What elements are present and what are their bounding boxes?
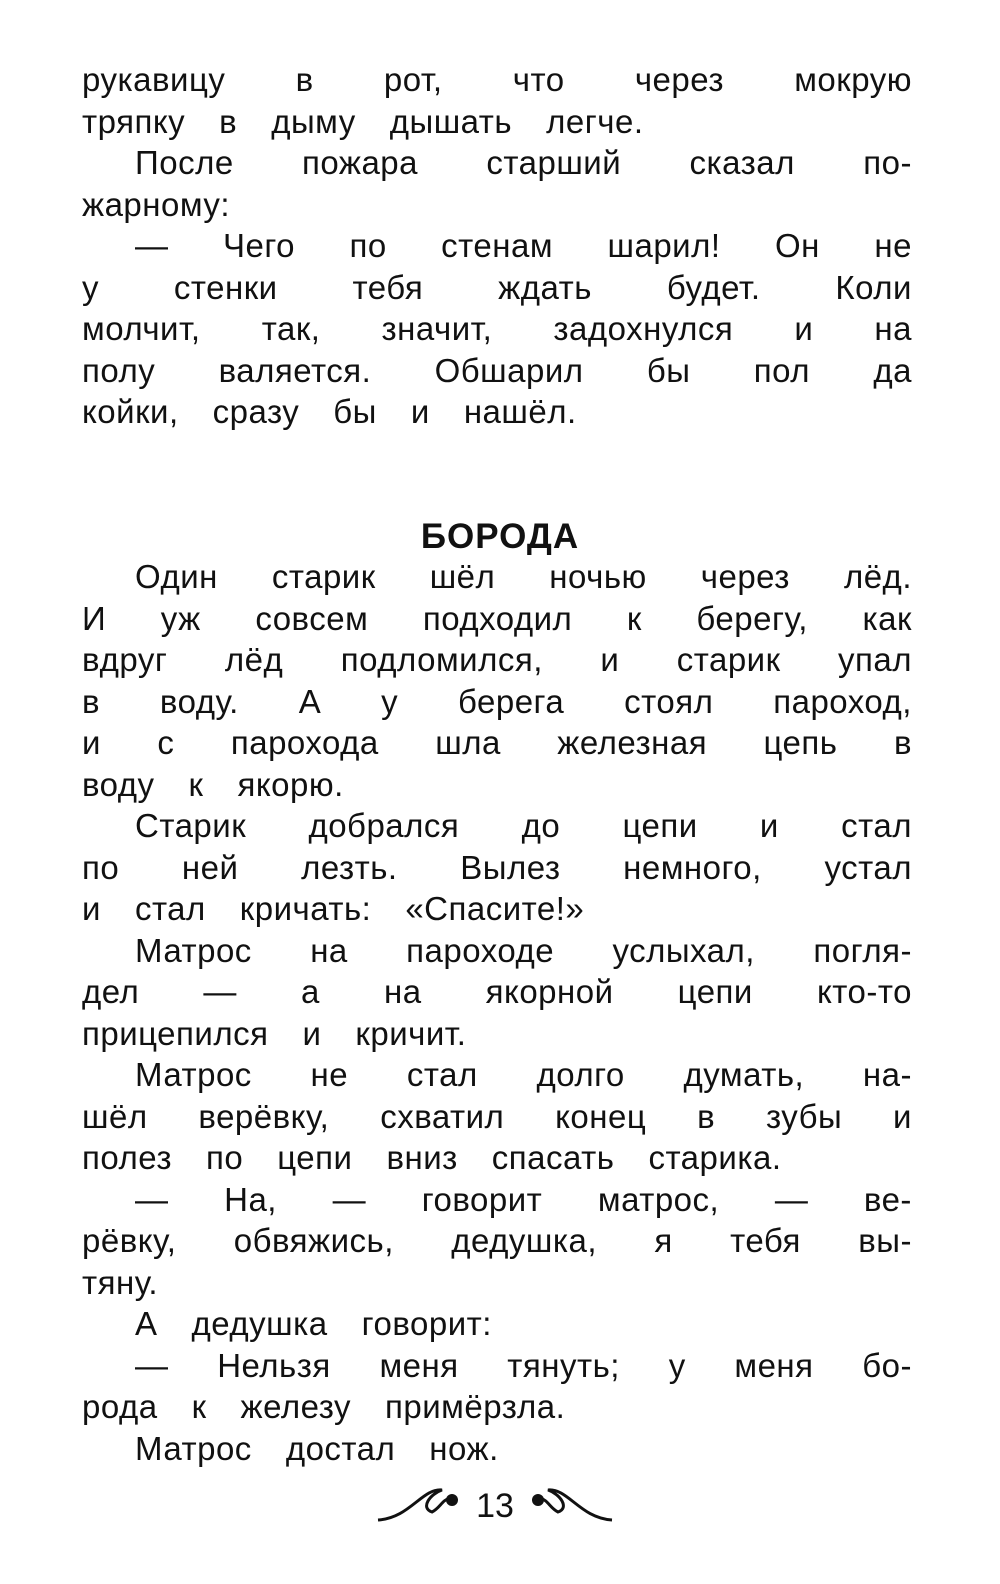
word: вдруг (82, 641, 168, 678)
word: матрос, (597, 1180, 720, 1218)
word: шёл (82, 1097, 148, 1135)
text-line (82, 267, 912, 309)
word: стенки (173, 268, 278, 306)
word: железная (557, 724, 708, 761)
word: После (135, 144, 234, 181)
word: меня (379, 1346, 459, 1384)
word: достал (285, 1429, 396, 1467)
word: койки, (82, 393, 179, 430)
text-line (82, 350, 912, 392)
word: стал (406, 1056, 478, 1093)
word: кричать: (239, 890, 372, 927)
word: на (310, 931, 348, 969)
text-line (135, 1428, 912, 1470)
word: Нельзя (217, 1346, 331, 1384)
word: — (135, 227, 169, 264)
word: и (600, 641, 620, 678)
text-line (82, 847, 912, 889)
text-line (82, 59, 912, 101)
word: пожара (302, 144, 419, 181)
word: в (295, 61, 314, 98)
word: по (206, 1139, 244, 1176)
word: на (383, 973, 422, 1010)
word: цепи (622, 807, 698, 844)
word: ночью (549, 558, 647, 595)
word: рода (82, 1388, 158, 1425)
word: подходил (422, 599, 573, 637)
word: якорной (485, 973, 614, 1010)
word: тряпку (82, 102, 186, 140)
word: задохнулся (553, 310, 734, 347)
word: лезть. (301, 848, 398, 886)
word: и (759, 807, 779, 844)
word: берега (457, 682, 565, 720)
word: тяну. (82, 1263, 159, 1301)
word: бы (333, 393, 377, 430)
word: Один (135, 558, 218, 595)
text-line (82, 888, 912, 930)
text-line (82, 971, 912, 1013)
text-line (82, 308, 912, 350)
text-line (82, 1013, 912, 1055)
text-line (82, 1137, 912, 1179)
word: с (157, 724, 175, 761)
word: немного, (623, 848, 762, 886)
word: якорю. (237, 765, 344, 803)
word: у (381, 682, 399, 720)
word: дедушка, (451, 1222, 598, 1259)
word: на- (862, 1056, 912, 1093)
text-line (82, 639, 912, 681)
word: сказал (689, 144, 795, 181)
word: по- (863, 144, 912, 181)
word: так, (261, 310, 321, 347)
word: ней (181, 848, 239, 886)
word: пароход, (773, 682, 912, 720)
word: на (874, 310, 912, 347)
word: — (774, 1180, 809, 1218)
word: и (893, 1097, 912, 1135)
word: в (219, 102, 238, 140)
word: вниз (386, 1139, 458, 1176)
word: жарному: (82, 185, 231, 223)
text-line (82, 722, 912, 764)
word: легче. (546, 102, 644, 140)
text-line (82, 681, 912, 723)
word: упал (838, 641, 912, 678)
word: нашёл. (463, 393, 577, 430)
word: кто-то (816, 973, 912, 1010)
word: будет. (666, 268, 761, 306)
text-line (135, 225, 912, 267)
word: Матрос (135, 1429, 252, 1467)
word: полу (82, 351, 156, 389)
word: долго (536, 1056, 625, 1093)
word: стенам (441, 227, 554, 264)
text-line (82, 391, 912, 433)
word: берегу, (696, 599, 808, 637)
word: А (135, 1305, 158, 1342)
word: И (82, 599, 107, 637)
word: добрался (308, 807, 460, 844)
word: ве- (863, 1180, 912, 1218)
word: спасать (491, 1139, 615, 1176)
word: меня (734, 1346, 814, 1384)
text-line (135, 930, 912, 972)
word: молчит, (82, 310, 201, 347)
text-line (82, 1220, 912, 1262)
word: в (82, 682, 101, 720)
word: стал (134, 890, 206, 927)
page-footer (370, 1478, 620, 1538)
word: значит, (381, 310, 493, 347)
word: и (302, 1014, 322, 1052)
word: через (634, 61, 724, 98)
word: бы (646, 351, 691, 389)
word: дышать (389, 102, 513, 140)
word: старик (271, 558, 376, 595)
word: дел (82, 973, 140, 1010)
word: валяется. (218, 351, 372, 389)
word: парохода (230, 724, 379, 761)
word: — (332, 1180, 367, 1218)
word: как (862, 599, 912, 637)
text-line (135, 805, 912, 847)
word: — (135, 1346, 169, 1384)
word: по (349, 227, 387, 264)
word: ждать (498, 268, 592, 306)
text-line (82, 101, 912, 143)
word: старика. (648, 1139, 782, 1176)
page-number: 13 (476, 1487, 514, 1525)
word: подломился, (340, 641, 543, 678)
word: Обшарил (434, 351, 584, 389)
word: старик (676, 641, 781, 678)
word: — (135, 1180, 169, 1218)
word: до (521, 807, 561, 844)
word: к (188, 765, 204, 803)
word: к (626, 599, 642, 637)
text-line (82, 1096, 912, 1138)
word: дедушка (191, 1305, 328, 1342)
word: Матрос (135, 931, 252, 969)
word: устал (824, 848, 912, 886)
word: конец (555, 1097, 647, 1135)
word: тебя (730, 1222, 801, 1259)
word: лёд (224, 641, 284, 678)
word: схватил (380, 1097, 505, 1135)
word: совсем (255, 599, 369, 637)
word: шёл (429, 558, 496, 595)
word: у (82, 268, 99, 306)
word: цепи (277, 1139, 353, 1176)
word: — (203, 973, 237, 1010)
word: тянуть; (507, 1346, 620, 1384)
word: в (697, 1097, 716, 1135)
word: говорит (421, 1180, 543, 1218)
word: бо- (862, 1346, 912, 1384)
word: пол (753, 351, 811, 389)
word: услыхал, (612, 931, 755, 969)
word: Матрос (135, 1056, 252, 1093)
word: погля- (813, 931, 912, 969)
word: в (893, 724, 912, 761)
word: не (310, 1056, 349, 1093)
text-line (135, 142, 912, 184)
word: воду. (159, 682, 239, 720)
word: верёвку, (198, 1097, 330, 1135)
word: сразу (212, 393, 300, 430)
word: железу (240, 1388, 352, 1425)
word: Вылез (460, 848, 561, 886)
word: шла (435, 724, 501, 761)
word: прицепился (82, 1014, 269, 1052)
word: говорит: (361, 1305, 492, 1342)
word: тебя (352, 268, 424, 306)
word: цепь (763, 724, 838, 761)
word: мокрую (794, 61, 912, 98)
word: и (82, 724, 101, 761)
word: На, (224, 1180, 277, 1218)
word: Коли (835, 268, 912, 306)
word: рукавицу (82, 61, 226, 98)
word: старший (486, 144, 622, 181)
word: примёрзла. (385, 1388, 566, 1425)
word: рёвку, (82, 1222, 177, 1259)
word: «Спасите!» (405, 890, 585, 927)
text-line (82, 764, 912, 806)
word: полез (82, 1139, 173, 1176)
word: стал (841, 807, 912, 844)
text-line (135, 556, 912, 598)
word: вы- (858, 1222, 912, 1259)
story-title: БОРОДА (420, 517, 580, 557)
word: воду (82, 765, 155, 803)
word: а (301, 973, 320, 1010)
word: А (298, 682, 322, 720)
word: через (700, 558, 790, 595)
text-line (82, 1386, 912, 1428)
word: я (654, 1222, 673, 1259)
word: думать, (683, 1056, 805, 1093)
word: и (794, 310, 814, 347)
word: что (512, 61, 565, 98)
word: и (82, 890, 101, 927)
word: Он (775, 227, 820, 264)
word: дыму (271, 102, 356, 140)
word: да (873, 351, 912, 389)
word: кричит. (355, 1014, 467, 1052)
word: и (410, 393, 430, 430)
text-line (135, 1054, 912, 1096)
word: цепи (677, 973, 753, 1010)
text-line (135, 1179, 912, 1221)
word: шарил! (607, 227, 721, 264)
text-line (135, 1303, 912, 1345)
text-line (135, 1345, 912, 1387)
word: Чего (222, 227, 295, 264)
word: по (82, 848, 120, 886)
word: рот, (383, 61, 443, 98)
word: к (191, 1388, 207, 1425)
text-line (82, 184, 912, 226)
word: пароходе (406, 931, 555, 969)
text-line (82, 598, 912, 640)
text-line (82, 1262, 912, 1304)
word: не (874, 227, 912, 264)
word: Старик (135, 807, 247, 844)
word: лёд. (843, 558, 912, 595)
word: обвяжись, (233, 1222, 394, 1259)
word: зубы (765, 1097, 843, 1135)
word: у (668, 1346, 686, 1384)
word: уж (160, 599, 201, 637)
word: стоял (624, 682, 714, 720)
word: нож. (429, 1429, 499, 1467)
